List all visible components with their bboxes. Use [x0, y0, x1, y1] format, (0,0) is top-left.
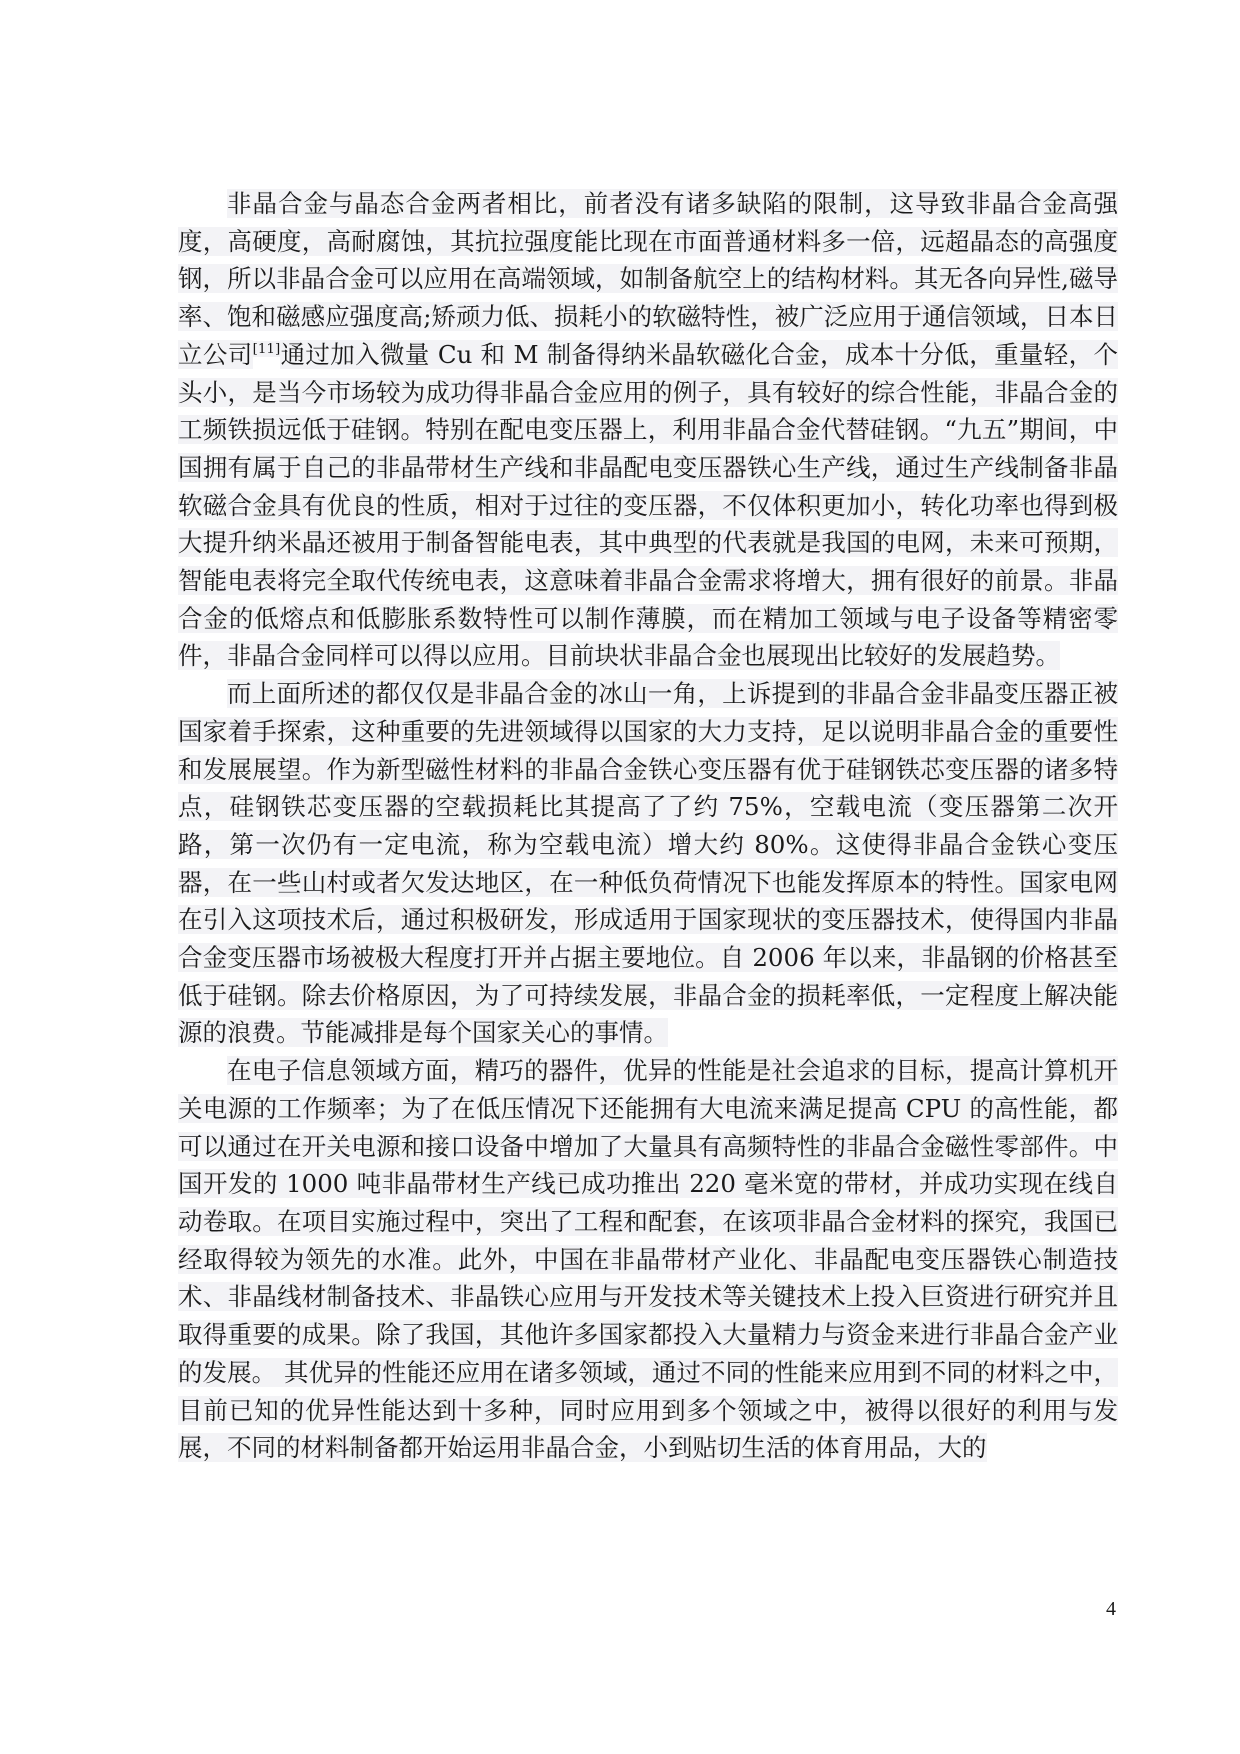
paragraph-amorphous-vs-crystalline: [178, 185, 1118, 675]
paragraph-transformer: [178, 675, 1118, 1052]
paragraph-text: 非晶合金与晶态合金两者相比，前者没有诸多缺陷的限制，这导致非晶合金高强度，高硬度，高耐腐蚀，其抗拉强度能比现在市面普通材料多一倍，远超晶态的高强度钢，所以非晶合金可以应用在高端领域，如制备航空上的结构材料。其无各向异性,磁导率、饱和磁感应强度高;矫顽力低、损耗小的软磁特性，被广泛应用于通信领域，日本日立公司: [178, 189, 1118, 369]
paragraph-text: 在电子信息领域方面，精巧的器件，优异的性能是社会追求的目标，提高计算机开关电源的工作频率；为了在低压情况下还能拥有大电流来满足提高 CPU 的高性能，都可以通过在开关电源和接口设备中增加了大量具有高频特性的非晶合金磁性零部件。中国开发的 1000 吨非晶带材生产线已成功推出 220 毫米宽的带材，并成功实现在线自动卷取。在项目实施过程中，突出了工程和配套，在该项非晶合金材料的探究，我国已经取得较为领先的水准。此外，中国在非晶带材产业化、非晶配电变压器铁心制造技术、非晶线材制备技术、非晶铁心应用与开发技术等关键技术上投入巨资进行研究并且取得重要的成果。除了我国，其他许多国家都投入大量精力与资金来进行非晶合金产业的发展。 其优异的性能还应用在诸多领域，通过不同的性能来应用到不同的材料之中，目前已知的优异性能达到十多种，同时应用到多个领域之中，被得以很好的利用与发展，不同的材料制备都开始运用非晶合金，小到贴切生活的体育用品，大的: [178, 1056, 1118, 1463]
body-text: [178, 185, 1118, 1467]
citation-reference: [11]: [252, 340, 281, 357]
paragraph-text: 而上面所述的都仅仅是非晶合金的冰山一角，上诉提到的非晶合金非晶变压器正被国家着手探索，这种重要的先进领域得以国家的大力支持，足以说明非晶合金的重要性和发展展望。作为新型磁性材料的非晶合金铁心变压器有优于硅钢铁芯变压器的诸多特点，硅钢铁芯变压器的空载损耗比其提高了了约 75%，空载电流（变压器第二次开路，第一次仍有一定电流，称为空载电流）增大约 80%。这使得非晶合金铁心变压器，在一些山村或者欠发达地区，在一种低负荷情况下也能发挥原本的特性。国家电网在引入这项技术后，通过积极研发，形成适用于国家现状的变压器技术，使得国内非晶合金变压器市场被极大程度打开并占据主要地位。自 2006 年以来，非晶钢的价格甚至低于硅钢。除去价格原因，为了可持续发展，非晶合金的损耗率低，一定程度上解决能源的浪费。节能减排是每个国家关心的事情。: [178, 679, 1118, 1048]
paragraph-text: 通过加入微量 Cu 和 M 制备得纳米晶软磁化合金，成本十分低，重量轻，个头小，是当今市场较为成功得非晶合金应用的例子，具有较好的综合性能，非晶合金的工频铁损远低于硅钢。特别在配电变压器上，利用非晶合金代替硅钢。“九五”期间，中国拥有属于自己的非晶带材生产线和非晶配电变压器铁心生产线，通过生产线制备非晶软磁合金具有优良的性质，相对于过往的变压器，不仅体积更加小，转化功率也得到极大提升纳米晶还被用于制备智能电表，其中典型的代表就是我国的电网，未来可预期，智能电表将完全取代传统电表，这意味着非晶合金需求将增大，拥有很好的前景。非晶合金的低熔点和低膨胀系数特性可以制作薄膜，而在精加工领域与电子设备等精密零件，非晶合金同样可以得以应用。目前块状非晶合金也展现出比较好的发展趋势。: [178, 339, 1118, 671]
paragraph-electronics: [178, 1052, 1118, 1467]
page-number: 4: [1106, 1598, 1116, 1620]
